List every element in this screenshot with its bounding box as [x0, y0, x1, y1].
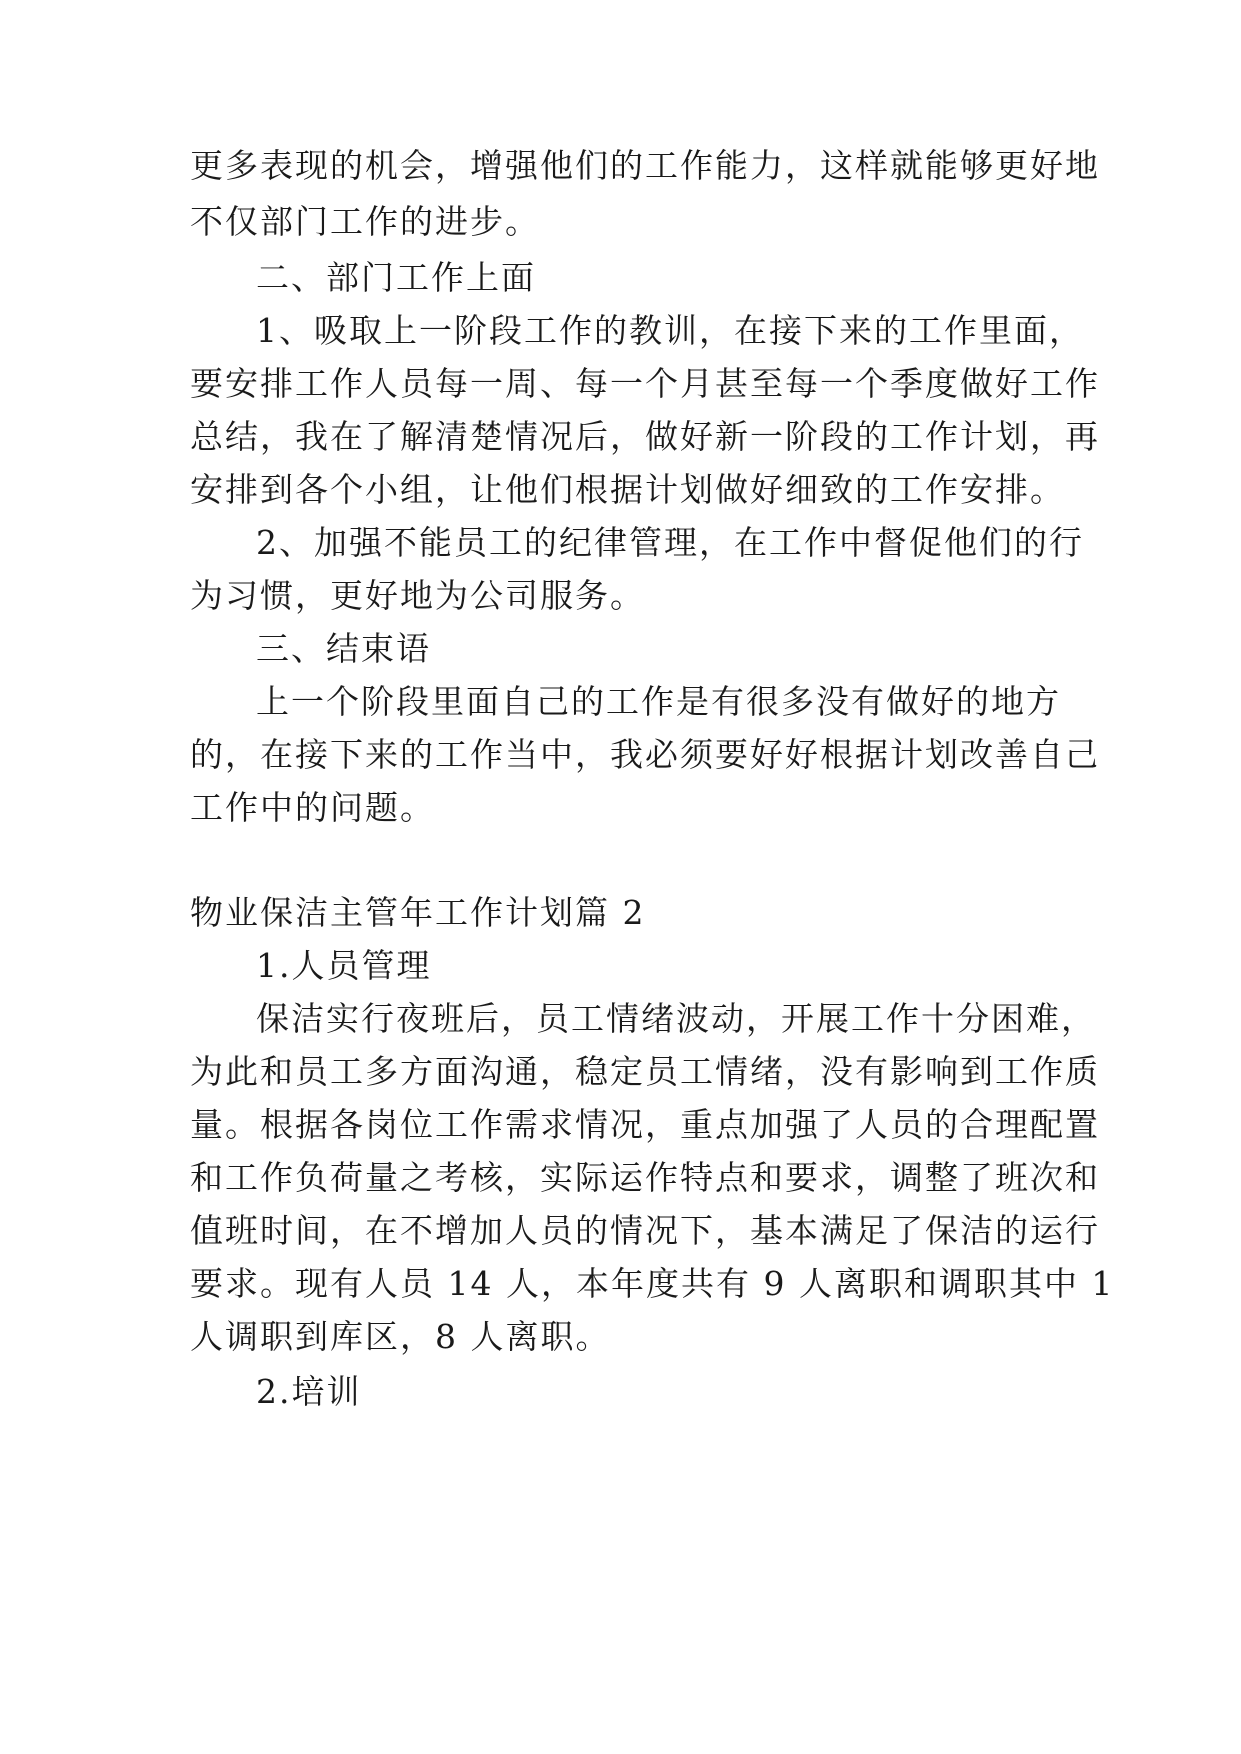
section-heading: 二、部门工作上面	[256, 258, 536, 297]
paragraph-line: 为此和员工多方面沟通，稳定员工情绪，没有影响到工作质	[190, 1052, 1100, 1091]
section-heading: 三、结束语	[256, 629, 431, 668]
section-heading: 1.人员管理	[256, 946, 432, 985]
paragraph-line: 工作中的问题。	[190, 788, 435, 827]
paragraph-line: 为习惯，更好地为公司服务。	[190, 576, 645, 615]
paragraph-line: 人调职到库区，8 人离职。	[190, 1317, 611, 1356]
paragraph-line: 和工作负荷量之考核，实际运作特点和要求，调整了班次和	[190, 1158, 1100, 1197]
paragraph-line: 总结，我在了解清楚情况后，做好新一阶段的工作计划，再	[190, 417, 1100, 456]
paragraph-line: 的，在接下来的工作当中，我必须要好好根据计划改善自己	[190, 735, 1100, 774]
section-heading: 2.培训	[256, 1372, 362, 1411]
paragraph-line: 上一个阶段里面自己的工作是有很多没有做好的地方	[256, 682, 1061, 721]
paragraph-line: 1、吸取上一阶段工作的教训，在接下来的工作里面，	[256, 311, 1084, 350]
paragraph-line: 值班时间，在不增加人员的情况下，基本满足了保洁的运行	[190, 1211, 1100, 1250]
paragraph-line: 要安排工作人员每一周、每一个月甚至每一个季度做好工作	[190, 364, 1100, 403]
paragraph-line: 更多表现的机会，增强他们的工作能力，这样就能够更好地	[190, 146, 1100, 185]
paragraph-line: 2、加强不能员工的纪律管理，在工作中督促他们的行	[256, 523, 1084, 562]
paragraph-line: 量。根据各岗位工作需求情况，重点加强了人员的合理配置	[190, 1105, 1100, 1144]
paragraph-line: 保洁实行夜班后，员工情绪波动，开展工作十分困难，	[256, 999, 1096, 1038]
document-title: 物业保洁主管年工作计划篇 2	[190, 893, 646, 932]
paragraph-line: 要求。现有人员 14 人，本年度共有 9 人离职和调职其中 1	[190, 1264, 1115, 1303]
paragraph-line: 安排到各个小组，让他们根据计划做好细致的工作安排。	[190, 470, 1065, 509]
paragraph-line: 不仅部门工作的进步。	[190, 202, 540, 241]
